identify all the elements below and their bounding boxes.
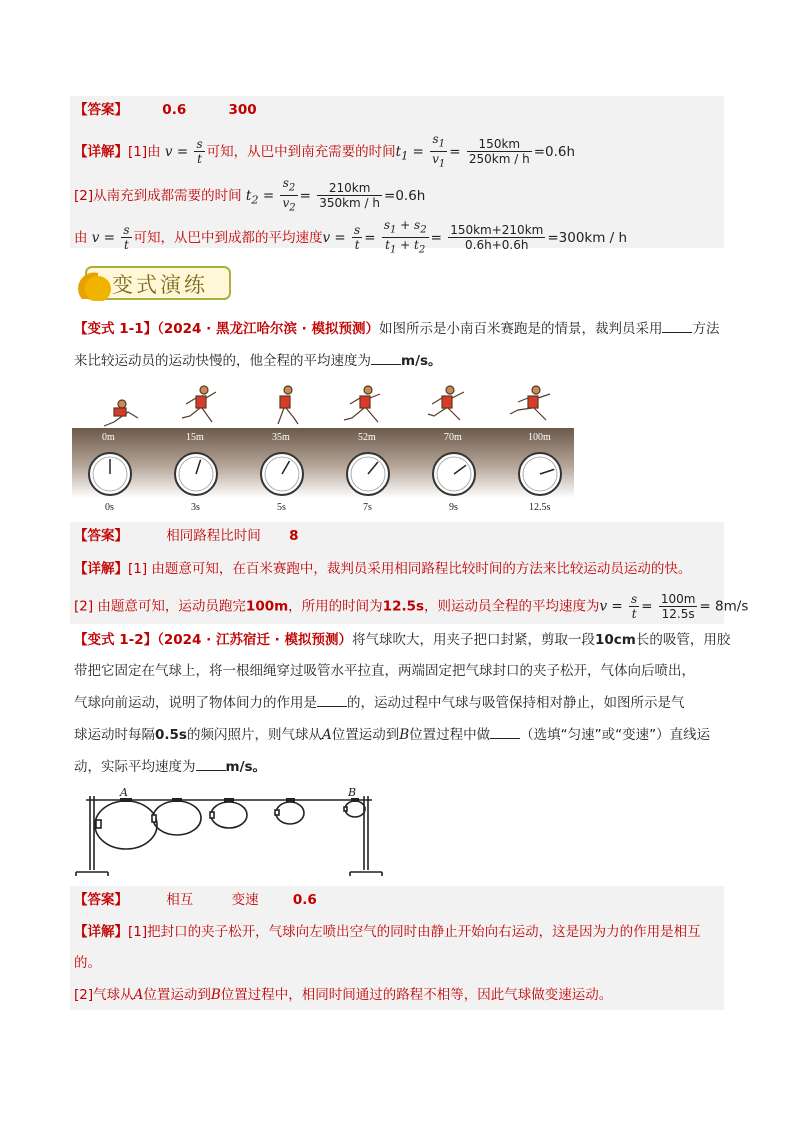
formula-frac: $\frac{s_1}{v_1}$ bbox=[432, 132, 446, 170]
detail-text: [1]由 bbox=[128, 143, 161, 160]
formula-result: =0.6h bbox=[384, 187, 426, 204]
question-text: 动，实际平均速度为 bbox=[74, 759, 196, 775]
detail3-line-1 bbox=[74, 921, 701, 943]
time-label: 7s bbox=[363, 502, 372, 513]
q2-line-5 bbox=[74, 756, 266, 778]
detail-text: A bbox=[133, 987, 144, 1003]
question-text: m/s。 bbox=[401, 353, 442, 369]
formula-frac: $\frac{150km+210km}{0.6h+0.6h}$ bbox=[450, 223, 544, 253]
question-tag: 【变式 1-1】 bbox=[74, 321, 158, 337]
position-label-a: A bbox=[120, 786, 128, 799]
question-text: 气球向前运动，说明了物体间力的作用是 bbox=[74, 695, 317, 711]
clock-7s bbox=[347, 453, 389, 495]
detail2-line-2: [2] 由题意可知，运动员跑完100m，所用的时间为12.5s，则运动员全程的平均速度为v = $\frac{s}{t}$ = $\frac{100m}{12.5s}$ = 8m/s bbox=[74, 592, 749, 621]
question-text: 方法 bbox=[692, 321, 720, 337]
answer-value: 变速 bbox=[231, 892, 259, 908]
formula-v: v = bbox=[322, 229, 346, 246]
detail3-line-2 bbox=[74, 984, 612, 1006]
question-text: 来比较运动员的运动快慢的，他全程的平均速度为 bbox=[74, 353, 371, 369]
question-text: A bbox=[321, 727, 332, 743]
detail-line-2: [2]从南充到成都需要的时间 $t_2$ = $\frac{s_2}{v_2}$ = $\frac{210km}{350km / h}$ =0.6h bbox=[74, 176, 426, 214]
question-source: （2024 · 江苏宿迁 · 模拟预测） bbox=[157, 632, 352, 648]
balloon-figure bbox=[72, 786, 392, 882]
formula-v: v = bbox=[164, 143, 189, 160]
detail-text: ，则运动员全程的平均速度为 bbox=[424, 598, 600, 615]
formula-frac: $\frac{100m}{12.5s}$ bbox=[660, 592, 696, 621]
answer-tag: 【答案】 bbox=[74, 528, 128, 544]
clock-3s bbox=[175, 453, 217, 495]
answer-blank[interactable] bbox=[662, 318, 692, 333]
question-text: 10cm bbox=[594, 632, 636, 648]
question-text: 位置过程中做 bbox=[409, 727, 491, 743]
question-text: B bbox=[399, 727, 410, 743]
race-figure bbox=[72, 380, 574, 518]
detail-tag: 【详解】 bbox=[74, 924, 128, 940]
question-tag: 【变式 1-2】 bbox=[74, 632, 158, 648]
section-badge bbox=[78, 265, 232, 301]
q2-line-1 bbox=[74, 629, 730, 651]
detail-text: B bbox=[210, 987, 221, 1003]
detail3-line-1b bbox=[74, 952, 101, 974]
section-title: 变式演练 bbox=[112, 273, 208, 297]
detail-tag: 【详解】 bbox=[74, 143, 128, 160]
distance-label: 52m bbox=[358, 432, 376, 443]
detail-line-3: 由 v = $\frac{s}{t}$ 可知，从巴中到成都的平均速度v = $\frac{s}{t}$ = $\frac{s_1 + s_2}{t_1 + t_2}$ = $\frac{150km+210km}{0.6h+0.6h}$ =300km / h bbox=[74, 218, 628, 256]
question-text: m/s。 bbox=[225, 759, 267, 775]
formula-frac: $\frac{210km}{350km / h}$ bbox=[319, 181, 381, 211]
q2-line-2 bbox=[74, 660, 695, 682]
answer-value: 0.6 bbox=[162, 102, 187, 118]
answer-value: 300 bbox=[228, 102, 257, 118]
detail-text: [2]从南充到成都需要的时间 bbox=[74, 187, 242, 204]
q2-line-4 bbox=[74, 724, 710, 746]
formula-v: v = bbox=[91, 229, 116, 246]
formula-result: =300km / h bbox=[547, 229, 628, 246]
detail-text: 由 bbox=[74, 229, 88, 246]
answer-value: 相同路程比时间 bbox=[166, 528, 261, 544]
answer-value: 相互 bbox=[166, 892, 194, 908]
question-text: 0.5s bbox=[155, 727, 187, 743]
formula-frac: $\frac{s}{t}$ bbox=[196, 137, 203, 167]
race-figure-svg bbox=[72, 380, 574, 518]
detail-text: 可知，从巴中到南充需要的时间 bbox=[206, 143, 396, 160]
answer-blank[interactable] bbox=[196, 756, 226, 771]
formula-frac: $\frac{s}{t}$ bbox=[354, 223, 361, 253]
detail-text: [2]气球从 bbox=[74, 987, 134, 1003]
question-text: 带把它固定在气球上，将一根细绳穿过吸管水平拉直，两端固定把气球封口的夹子松开，气体向后喷出， bbox=[74, 663, 695, 679]
question-text: 长的吸管，用胶 bbox=[635, 632, 731, 648]
question-text: 的频闪照片，则气球从 bbox=[186, 727, 322, 743]
detail2-line-1 bbox=[74, 558, 691, 580]
distance-label: 35m bbox=[272, 432, 290, 443]
time-label: 12.5s bbox=[529, 502, 551, 513]
runner-figure bbox=[104, 386, 550, 426]
detail-text: 位置运动到 bbox=[143, 987, 211, 1003]
question-text: 如图所示是小南百米赛跑是的情景，裁判员采用 bbox=[378, 321, 663, 337]
clock-0s bbox=[89, 453, 131, 495]
formula-frac: $\frac{150km}{250km / h}$ bbox=[468, 137, 530, 167]
detail-text: 可知，从巴中到成都的平均速度 bbox=[133, 229, 323, 246]
distance-label: 0m bbox=[102, 432, 115, 443]
time-label: 3s bbox=[191, 502, 200, 513]
detail-text: ，所用的时间为 bbox=[288, 598, 383, 615]
answer-value: 0.6 bbox=[292, 892, 317, 908]
time-label: 0s bbox=[105, 502, 114, 513]
question-text: 的，运动过程中气球与吸管保持相对静止，如图所示是气 bbox=[347, 695, 685, 711]
distance-label: 100m bbox=[528, 432, 551, 443]
detail-text: 的。 bbox=[74, 955, 101, 971]
detail-text: 100m bbox=[245, 598, 289, 615]
answer-line-2 bbox=[74, 525, 299, 547]
distance-label: 15m bbox=[186, 432, 204, 443]
answer-line-3 bbox=[74, 889, 317, 911]
formula-frac: $\frac{s_1 + s_2}{t_1 + t_2}$ bbox=[383, 218, 427, 256]
detail-text: 位置过程中，相同时间通过的路程不相等，因此气球做变速运动。 bbox=[220, 987, 613, 1003]
answer-tag: 【答案】 bbox=[74, 102, 128, 118]
clock-12.5s bbox=[519, 453, 561, 495]
q2-line-3 bbox=[74, 692, 685, 714]
formula-t2: $t_2$ = bbox=[245, 187, 275, 207]
answer-value: 8 bbox=[289, 528, 299, 544]
detail-line-1: 【详解】[1]由 v = $\frac{s}{t}$ 可知，从巴中到南充需要的时间$t_1$ = $\frac{s_1}{v_1}$ = $\frac{150km}{250km / h}$ =0.6h bbox=[74, 132, 576, 170]
detail-tag: 【详解】 bbox=[74, 561, 128, 577]
question-text: （选填“匀速”或“变速”）直线运 bbox=[520, 727, 711, 743]
formula-v: v = bbox=[599, 598, 623, 615]
balloon-figure-svg bbox=[72, 786, 392, 882]
formula-frac: $\frac{s}{t}$ bbox=[123, 223, 130, 253]
question-text: 球运动时每隔 bbox=[74, 727, 155, 743]
detail-text: 12.5s bbox=[382, 598, 425, 615]
formula-frac: $\frac{s}{t}$ bbox=[631, 592, 638, 621]
formula-result: = 8m/s bbox=[699, 598, 749, 615]
answer-blank[interactable] bbox=[371, 350, 401, 365]
answer-blank[interactable] bbox=[490, 724, 520, 739]
formula-result: =0.6h bbox=[533, 143, 576, 160]
time-label: 5s bbox=[277, 502, 286, 513]
question-text: 将气球吹大，用夹子把口封紧，剪取一段 bbox=[351, 632, 595, 648]
q1-line-1 bbox=[74, 318, 719, 340]
formula-frac: $\frac{s_2}{v_2}$ bbox=[282, 176, 296, 214]
answer-blank[interactable] bbox=[317, 692, 347, 707]
track-band bbox=[72, 428, 574, 498]
answer-line-1 bbox=[74, 99, 257, 121]
answer-tag: 【答案】 bbox=[74, 892, 128, 908]
question-text: 位置运动到 bbox=[331, 727, 400, 743]
question-source: （2024 · 黑龙江哈尔滨 · 模拟预测） bbox=[157, 321, 379, 337]
detail-text: [2] 由题意可知，运动员跑完 bbox=[74, 598, 246, 615]
time-label: 9s bbox=[449, 502, 458, 513]
distance-label: 70m bbox=[444, 432, 462, 443]
detail-text: [1] 由题意可知，在百米赛跑中，裁判员采用相同路程比较时间的方法来比较运动员运动的快。 bbox=[128, 561, 692, 577]
clock-5s bbox=[261, 453, 303, 495]
detail-text: [1]把封口的夹子松开，气球向左喷出空气的同时由静止开始向右运动，这是因为力的作用是相互 bbox=[128, 924, 701, 940]
q1-line-2 bbox=[74, 350, 442, 372]
clock-9s bbox=[433, 453, 475, 495]
position-label-b: B bbox=[348, 786, 357, 799]
formula-t1: $t_1$ = bbox=[395, 143, 424, 163]
